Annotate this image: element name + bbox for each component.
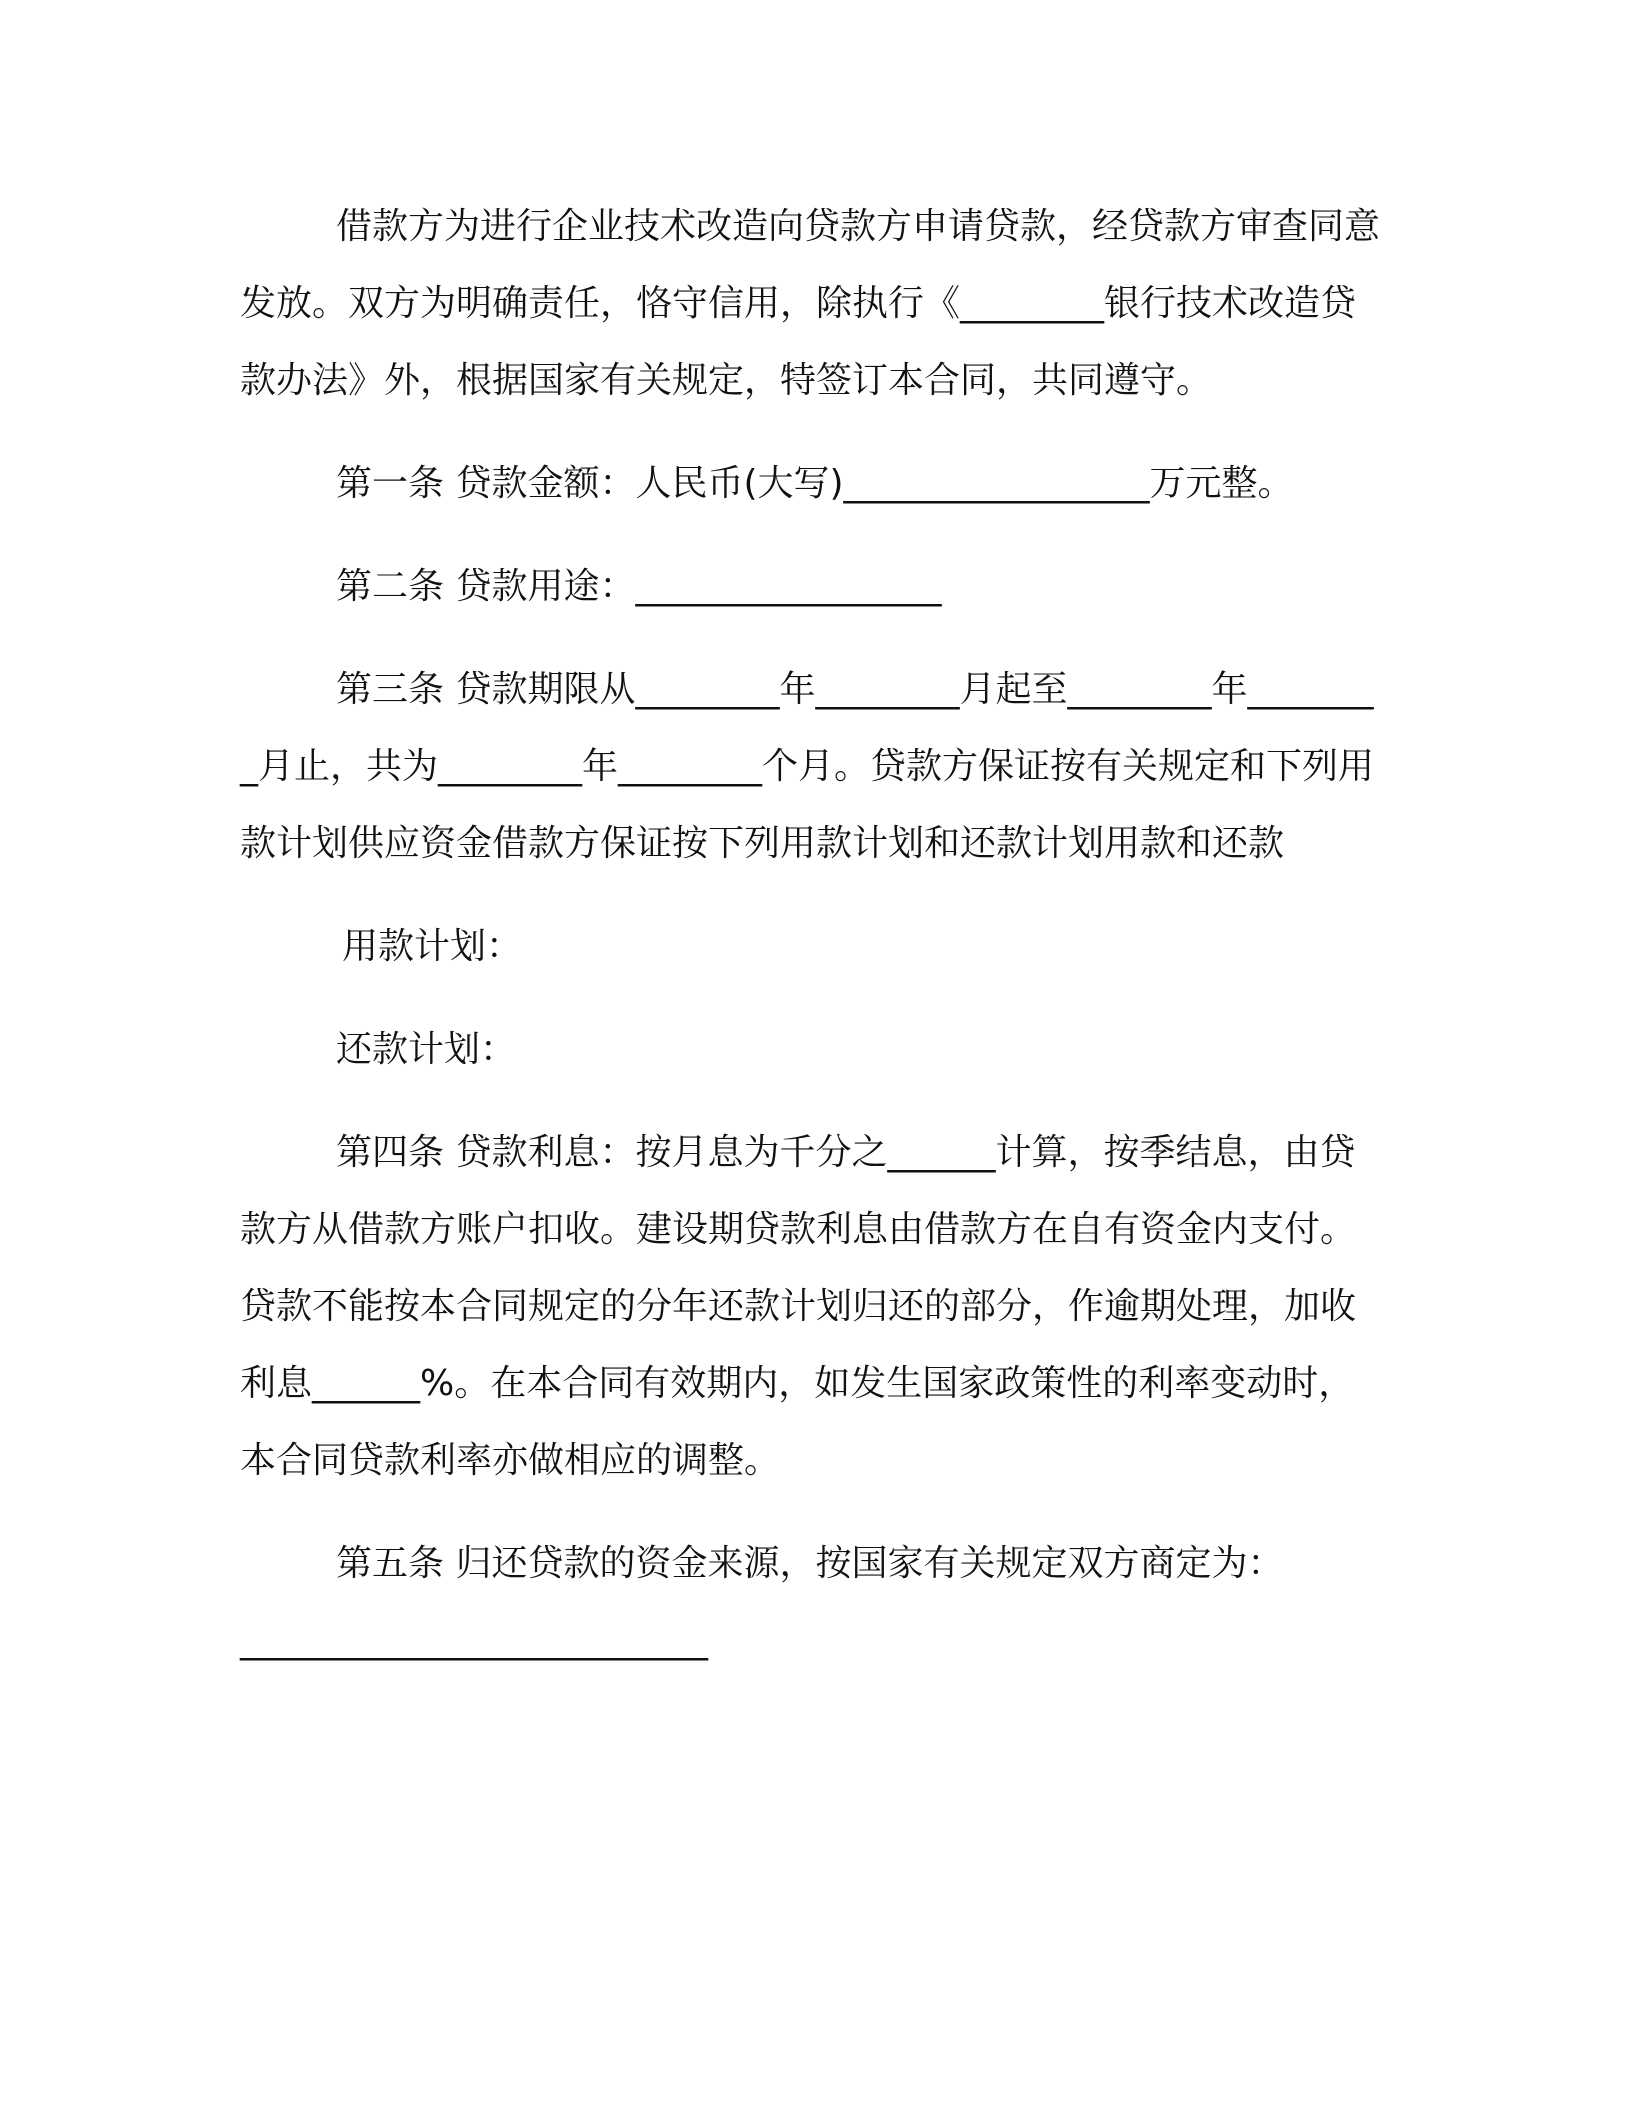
- spacer: [240, 985, 1390, 1011]
- usage-plan-label: 用款计划：: [342, 926, 523, 967]
- repayment-plan-label: 还款计划：: [336, 1029, 517, 1070]
- spacer: [240, 1499, 1390, 1525]
- intro-paragraph: 借款方为进行企业技术改造向贷款方申请贷款，经贷款方审查同意发放。双方为明确责任，恪守信用，除执行《________银行技术改造贷款办法》外，根据国家有关规定，特签订本合同，共同遵守。: [240, 206, 1381, 401]
- article-3-loan-term: 第三条 贷款期限从________年________月起至________年________月止，共为________年________个月。贷款方保证按有关规定和下列用款计划供应资金借款方保证按下列用款计划和还款计划用款和还款: [240, 669, 1375, 864]
- article-5-repayment-source: 第五条 归还贷款的资金来源，按国家有关规定双方商定为：: [336, 1543, 1284, 1584]
- spacer: [240, 419, 1390, 445]
- article-2-loan-purpose: 第二条 贷款用途：_________________: [336, 566, 942, 607]
- article-1-loan-amount: 第一条 贷款金额：人民币(大写)_________________万元整。: [336, 463, 1294, 504]
- spacer: [240, 522, 1390, 548]
- spacer: [240, 625, 1390, 651]
- contract-body: [240, 188, 1390, 1679]
- spacer: [240, 1088, 1390, 1114]
- article-5-blank: __________________________: [240, 1620, 708, 1661]
- article-4-loan-interest: 第四条 贷款利息：按月息为千分之______计算，按季结息，由贷款方从借款方账户扣收。建设期贷款利息由借款方在自有资金内支付。贷款不能按本合同规定的分年还款计划归还的部分，作逾期处理，加收利息______%。在本合同有效期内，如发生国家政策性的利率变动时，本合同贷款利率亦做相应的调整。: [240, 1132, 1357, 1481]
- spacer: [240, 882, 1390, 908]
